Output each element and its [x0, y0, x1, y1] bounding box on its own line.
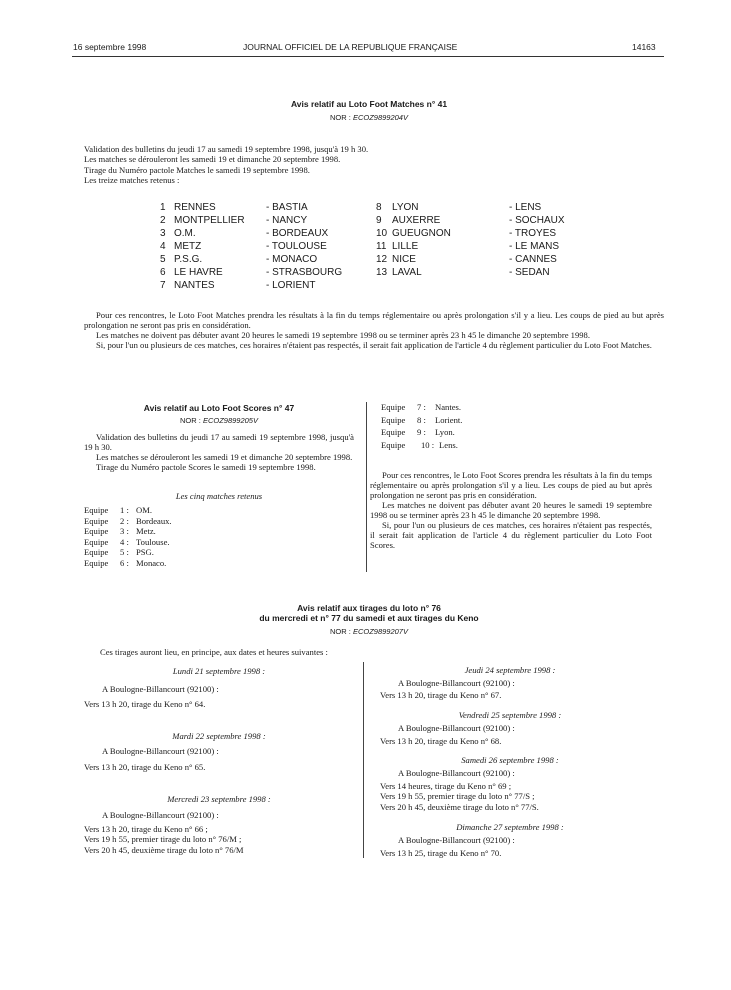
- match-away: - TROYES: [509, 228, 557, 239]
- equipe-team: PSG.: [136, 547, 154, 557]
- match-number: 12: [376, 254, 388, 265]
- match-home: NANTES: [174, 280, 215, 291]
- avis2-title: Avis relatif au Loto Foot Scores n° 47: [143, 403, 295, 413]
- match-home: LE HAVRE: [174, 267, 223, 278]
- equipe-label: Equipe: [84, 547, 109, 557]
- draw-lines: [380, 781, 539, 812]
- match-away: - BORDEAUX: [266, 228, 329, 239]
- avis3-title-line1: Avis relatif aux tirages du loto n° 76: [297, 603, 441, 613]
- equipe-label: Equipe: [381, 414, 406, 425]
- equipe-row: [381, 427, 455, 440]
- day-heading: Vendredi 25 septembre 1998 :: [458, 710, 562, 720]
- equipe-number: 2 :: [120, 515, 129, 526]
- avis2-paragraph: Tirage du Numéro pactole Scores le samedi 19 septembre 1998.: [96, 462, 316, 472]
- match-number: 3: [160, 228, 166, 239]
- draw-line: Vers 13 h 20, tirage du Keno n° 66 ;: [84, 824, 208, 834]
- equipe-team: OM.: [136, 505, 152, 515]
- equipe-row: [381, 439, 458, 453]
- equipe-team: Lyon.: [435, 427, 455, 437]
- match-away: - TOULOUSE: [266, 241, 327, 252]
- column-divider: [366, 402, 367, 572]
- day-heading: Lundi 21 septembre 1998 :: [172, 666, 266, 676]
- match-home: P.S.G.: [174, 254, 203, 265]
- avis2-paragraph: Validation des bulletins du jeudi 17 au samedi 19 septembre 1998, jusqu'à 19 h 30.: [84, 432, 354, 452]
- match-home: LILLE: [392, 241, 419, 252]
- match-away: - LORIENT: [266, 280, 316, 291]
- avis1-body: [84, 310, 664, 350]
- equipe-number: 10 :: [421, 439, 435, 450]
- equipe-team: Monaco.: [136, 557, 167, 568]
- day-place: A Boulogne-Billancourt (92100) :: [398, 723, 515, 733]
- match-number: 7: [160, 280, 166, 291]
- avis2-equipes-right: [381, 402, 463, 452]
- header-page-number: 14163: [632, 42, 656, 52]
- match-number: 4: [160, 241, 166, 252]
- equipe-label: Equipe: [84, 505, 109, 515]
- match-number: 10: [376, 228, 388, 239]
- avis1-nor: [73, 113, 665, 122]
- equipe-team: Bordeaux.: [136, 515, 172, 526]
- equipe-row: [381, 414, 463, 428]
- day-place: A Boulogne-Billancourt (92100) :: [102, 810, 219, 820]
- match-away: - LENS: [509, 202, 542, 213]
- day-heading: Mercredi 23 septembre 1998 :: [167, 794, 271, 804]
- match-away: - STRASBOURG: [266, 267, 343, 278]
- equipe-label: Equipe: [84, 536, 109, 547]
- equipe-number: 4 :: [120, 536, 129, 547]
- day-place: A Boulogne-Billancourt (92100) :: [398, 678, 515, 688]
- avis2-right-paragraph: Pour ces rencontres, le Loto Foot Scores prendra les résultats à la fin du temps réglementaire ou après prolongation s'il y a lieu. Les coups de pied au but après prolongation ne seront pas pris en considération.: [370, 470, 652, 500]
- match-number: 6: [160, 267, 166, 278]
- equipe-row: [84, 526, 156, 537]
- avis1-nor-code: ECOZ9899204V: [352, 113, 408, 122]
- avis1-title: Avis relatif au Loto Foot Matches n° 41: [290, 99, 448, 109]
- day-heading: Dimanche 27 septembre 1998 :: [456, 822, 564, 832]
- match-home: NICE: [392, 254, 416, 265]
- match-home: MONTPELLIER: [174, 215, 245, 226]
- match-home: AUXERRE: [392, 215, 441, 226]
- header-rule: [72, 56, 664, 57]
- day-heading: Mardi 22 septembre 1998 :: [172, 731, 266, 741]
- equipe-label: Equipe: [84, 557, 109, 568]
- equipe-label: Equipe: [84, 515, 109, 526]
- avis2-subheading: Les cinq matches retenus: [175, 491, 263, 501]
- column-divider: [363, 662, 364, 858]
- avis2-paragraph: Les matches se dérouleront les samedi 19 et dimanche 20 septembre 1998.: [96, 452, 353, 462]
- header-journal-title: JOURNAL OFFICIEL DE LA REPUBLIQUE FRANÇAISE: [243, 42, 458, 52]
- match-number: 1: [160, 202, 166, 213]
- avis2-body: [84, 432, 354, 472]
- avis1-intro-line: Les matches se dérouleront les samedi 19 et dimanche 20 septembre 1998.: [84, 154, 341, 165]
- match-away: - MONACO: [266, 254, 318, 265]
- draw-line: Vers 13 h 25, tirage du Keno n° 70.: [380, 848, 502, 858]
- draw-line: Vers 13 h 20, tirage du Keno n° 64.: [84, 699, 206, 709]
- match-away: - CANNES: [509, 254, 557, 265]
- equipe-number: 1 :: [120, 505, 129, 515]
- match-number: 9: [376, 215, 382, 226]
- avis3-nor-code: ECOZ9899207V: [352, 627, 408, 636]
- avis1-intro-line: Validation des bulletins du jeudi 17 au samedi 19 septembre 1998, jusqu'à 19 h 30.: [84, 144, 369, 154]
- equipe-row: [84, 547, 154, 558]
- equipe-row: [84, 536, 170, 548]
- avis1-paragraph: Les matches ne doivent pas débuter avant 20 heures le samedi 19 septembre 1998 ou se terminer après 23 h 45 le dimanche 20 septembre 1998.: [96, 330, 590, 340]
- draw-line: Vers 13 h 20, tirage du Keno n° 67.: [380, 690, 502, 700]
- equipe-label: Equipe: [381, 427, 406, 437]
- avis2-equipes-left: [84, 505, 172, 568]
- equipe-row: [381, 402, 462, 415]
- equipe-number: 3 :: [120, 526, 129, 536]
- match-number: 5: [160, 254, 166, 265]
- avis1-paragraph: Si, pour l'un ou plusieurs de ces matches, ces horaires n'étaient pas respectés, il serait fait application de l'article 4 du règlement particulier du Loto Foot Matches.: [96, 340, 652, 350]
- avis3-title-line2: du mercredi et n° 77 du samedi et aux tirages du Keno: [259, 613, 479, 623]
- equipe-label: Equipe: [381, 402, 406, 412]
- match-home: LYON: [392, 202, 419, 213]
- day-place: A Boulogne-Billancourt (92100) :: [398, 835, 515, 845]
- equipe-number: 7 :: [417, 402, 426, 412]
- equipe-row: [84, 557, 167, 569]
- equipe-number: 5 :: [120, 547, 129, 557]
- header-date: 16 septembre 1998: [73, 42, 147, 52]
- avis2-right-paragraph: Les matches ne doivent pas débuter avant 20 heures le samedi 19 septembre 1998 ou se terminer après 23 h 45 le dimanche 20 septembre 1998.: [370, 500, 652, 520]
- match-number: 8: [376, 202, 382, 213]
- match-away: - SOCHAUX: [509, 215, 565, 226]
- match-home: O.M.: [174, 228, 196, 239]
- avis2-nor: [84, 416, 354, 425]
- match-home: RENNES: [174, 202, 216, 213]
- avis1-intro: [84, 144, 368, 185]
- draw-line: Vers 20 h 45, deuxième tirage du loto n° 76/M: [84, 844, 244, 855]
- avis1-intro-line: Tirage du Numéro pactole Matches le samedi 19 septembre 1998.: [84, 164, 310, 175]
- equipe-label: Equipe: [84, 526, 109, 536]
- equipe-number: 6 :: [120, 557, 129, 568]
- avis3-intro: Ces tirages auront lieu, en principe, aux dates et heures suivantes :: [100, 647, 328, 657]
- equipe-number: 8 :: [417, 414, 426, 425]
- avis2-nor-label: NOR :: [180, 416, 201, 425]
- equipe-team: Nantes.: [435, 402, 462, 412]
- draw-line: Vers 19 h 55, premier tirage du loto n° 77/S ;: [380, 791, 535, 802]
- draw-line: Vers 20 h 45, deuxième tirage du loto n° 77/S.: [380, 801, 539, 812]
- day-heading: Jeudi 24 septembre 1998 :: [464, 665, 556, 675]
- day-place: A Boulogne-Billancourt (92100) :: [102, 684, 219, 694]
- avis1-intro-line: Les treize matches retenus :: [84, 174, 180, 185]
- equipe-team: Metz.: [136, 526, 156, 536]
- equipe-team: Lens.: [439, 439, 458, 450]
- draw-line: Vers 14 heures, tirage du Keno n° 69 ;: [380, 781, 512, 791]
- equipe-row: [84, 515, 172, 527]
- avis2-right-body: [370, 470, 652, 550]
- avis2-nor-code: ECOZ9899205V: [202, 416, 258, 425]
- avis2-right-paragraph: Si, pour l'un ou plusieurs de ces matches, ces horaires n'étaient pas respectés, il serait fait application de l'article 4 du règlement particulier du Loto Foot Scores.: [370, 520, 652, 550]
- draw-lines: [84, 824, 244, 855]
- match-home: METZ: [174, 241, 202, 252]
- avis3-nor: [73, 627, 665, 636]
- match-away: - BASTIA: [266, 202, 308, 213]
- day-place: A Boulogne-Billancourt (92100) :: [398, 768, 515, 778]
- equipe-team: Lorient.: [435, 414, 463, 425]
- avis1-nor-label: NOR :: [330, 113, 351, 122]
- match-number: 11: [376, 241, 387, 252]
- day-place: A Boulogne-Billancourt (92100) :: [102, 746, 219, 756]
- match-away: - LE MANS: [509, 241, 560, 252]
- day-heading: Samedi 26 septembre 1998 :: [461, 755, 559, 765]
- equipe-team: Toulouse.: [136, 536, 170, 547]
- equipe-number: 9 :: [417, 427, 426, 437]
- avis3-nor-label: NOR :: [330, 627, 351, 636]
- match-home: LAVAL: [392, 267, 422, 278]
- match-away: - SEDAN: [509, 267, 550, 278]
- equipe-label: Equipe: [381, 439, 406, 450]
- avis1-paragraph: Pour ces rencontres, le Loto Foot Matches prendra les résultats à la fin du temps réglementaire ou après prolongation s'il y a lieu. Les coups de pied au but après prolongation ne seront pas pris en considération.: [84, 310, 664, 330]
- match-home: GUEUGNON: [392, 228, 451, 239]
- equipe-row: [84, 505, 152, 516]
- match-number: 13: [376, 267, 388, 278]
- match-number: 2: [160, 215, 166, 226]
- draw-line: Vers 19 h 55, premier tirage du loto n° 76/M ;: [84, 834, 242, 845]
- draw-line: Vers 13 h 20, tirage du Keno n° 65.: [84, 762, 206, 772]
- match-away: - NANCY: [266, 215, 308, 226]
- draw-line: Vers 13 h 20, tirage du Keno n° 68.: [380, 736, 502, 746]
